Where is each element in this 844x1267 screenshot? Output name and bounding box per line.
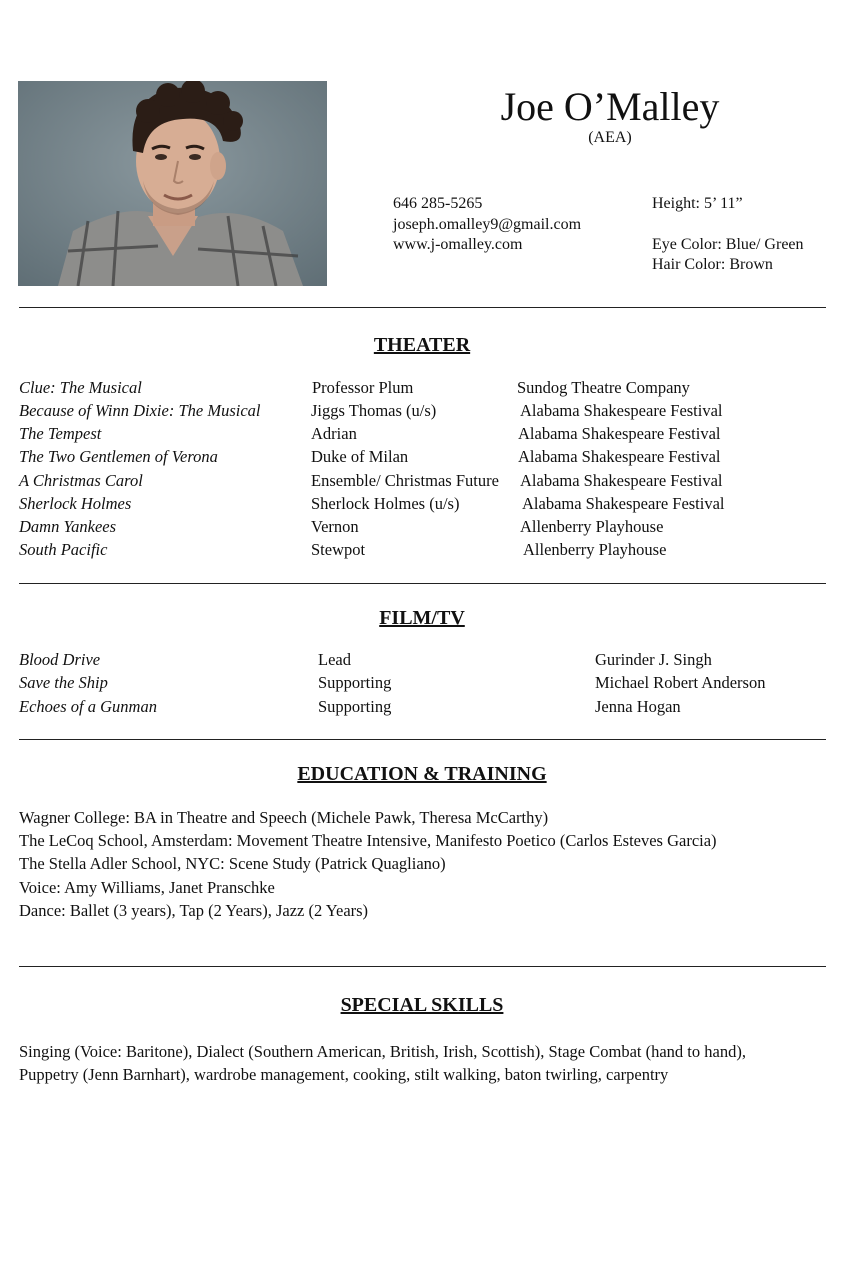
film-role: Lead xyxy=(318,650,351,669)
contact-phone: 646 285-5265 xyxy=(393,195,483,212)
theater-title: South Pacific xyxy=(19,540,108,559)
stat-height: Height: 5’ 11” xyxy=(652,195,743,212)
actor-name: Joe O’Malley xyxy=(500,84,720,129)
theater-role: Jiggs Thomas (u/s) xyxy=(311,401,437,420)
film-title: Blood Drive xyxy=(19,650,101,669)
contact-website[interactable]: www.j-omalley.com xyxy=(393,236,523,253)
theater-title: The Two Gentlemen of Verona xyxy=(19,447,218,466)
education-line: The Stella Adler School, NYC: Scene Study (Patrick Quagliano) xyxy=(19,854,446,873)
theater-company: Alabama Shakespeare Festival xyxy=(520,471,723,490)
contact-email[interactable]: joseph.omalley9@gmail.com xyxy=(393,216,582,233)
theater-title: The Tempest xyxy=(19,424,102,443)
theater-role: Duke of Milan xyxy=(311,447,409,466)
theater-title: Clue: The Musical xyxy=(19,378,142,397)
stat-hair-color: Hair Color: Brown xyxy=(652,256,773,273)
film-role: Supporting xyxy=(318,697,392,716)
theater-company: Alabama Shakespeare Festival xyxy=(518,447,721,466)
film-director: Michael Robert Anderson xyxy=(595,673,766,692)
theater-role: Stewpot xyxy=(311,540,366,559)
film-director: Jenna Hogan xyxy=(595,697,681,716)
education-line: Voice: Amy Williams, Janet Pranschke xyxy=(19,878,275,897)
divider xyxy=(19,583,826,584)
theater-row xyxy=(0,424,844,447)
theater-company: Alabama Shakespeare Festival xyxy=(518,424,721,443)
skills-line: Singing (Voice: Baritone), Dialect (Southern American, British, Irish, Scottish), Stage Combat (hand to hand), xyxy=(19,1042,746,1061)
theater-title: Damn Yankees xyxy=(19,517,117,536)
film-role: Supporting xyxy=(318,673,392,692)
theater-title: A Christmas Carol xyxy=(19,471,143,490)
theater-company: Alabama Shakespeare Festival xyxy=(522,494,725,513)
theater-company: Alabama Shakespeare Festival xyxy=(520,401,723,420)
theater-row xyxy=(0,378,844,401)
theater-row xyxy=(0,447,844,470)
theater-role: Adrian xyxy=(311,424,357,443)
divider xyxy=(19,966,826,967)
headshot-photo xyxy=(18,81,327,286)
theater-row xyxy=(0,401,844,424)
film-row xyxy=(0,697,844,720)
film-tv-heading: FILM/TV xyxy=(379,607,465,629)
headshot-illustration xyxy=(18,81,327,286)
theater-title: Sherlock Holmes xyxy=(19,494,132,513)
education-line: Wagner College: BA in Theatre and Speech (Michele Pawk, Theresa McCarthy) xyxy=(19,808,549,827)
film-row xyxy=(0,650,844,673)
theater-row xyxy=(0,471,844,494)
theater-row xyxy=(0,494,844,517)
theater-heading: THEATER xyxy=(373,334,471,356)
film-title: Echoes of a Gunman xyxy=(19,697,157,716)
theater-role: Ensemble/ Christmas Future xyxy=(311,471,499,490)
theater-role: Sherlock Holmes (u/s) xyxy=(311,494,460,513)
theater-title: Because of Winn Dixie: The Musical xyxy=(19,401,261,420)
divider xyxy=(19,307,826,308)
theater-row xyxy=(0,517,844,540)
theater-company: Allenberry Playhouse xyxy=(520,517,664,536)
film-director: Gurinder J. Singh xyxy=(595,650,712,669)
stat-eye-color: Eye Color: Blue/ Green xyxy=(652,236,804,253)
theater-role: Professor Plum xyxy=(312,378,414,397)
special-skills-heading: SPECIAL SKILLS xyxy=(340,994,504,1016)
education-line: Dance: Ballet (3 years), Tap (2 Years), Jazz (2 Years) xyxy=(19,901,369,920)
union-affiliation: (AEA) xyxy=(588,129,632,146)
theater-company: Allenberry Playhouse xyxy=(523,540,667,559)
theater-row xyxy=(0,540,844,563)
education-heading: EDUCATION & TRAINING xyxy=(297,763,547,785)
film-row xyxy=(0,673,844,696)
skills-line: Puppetry (Jenn Barnhart), wardrobe management, cooking, stilt walking, baton twirling, carpentry xyxy=(19,1065,669,1084)
theater-company: Sundog Theatre Company xyxy=(517,378,690,397)
education-line: The LeCoq School, Amsterdam: Movement Theatre Intensive, Manifesto Poetico (Carlos Esteves Garcia) xyxy=(19,831,717,850)
theater-role: Vernon xyxy=(311,517,359,536)
divider xyxy=(19,739,826,740)
film-title: Save the Ship xyxy=(19,673,108,692)
